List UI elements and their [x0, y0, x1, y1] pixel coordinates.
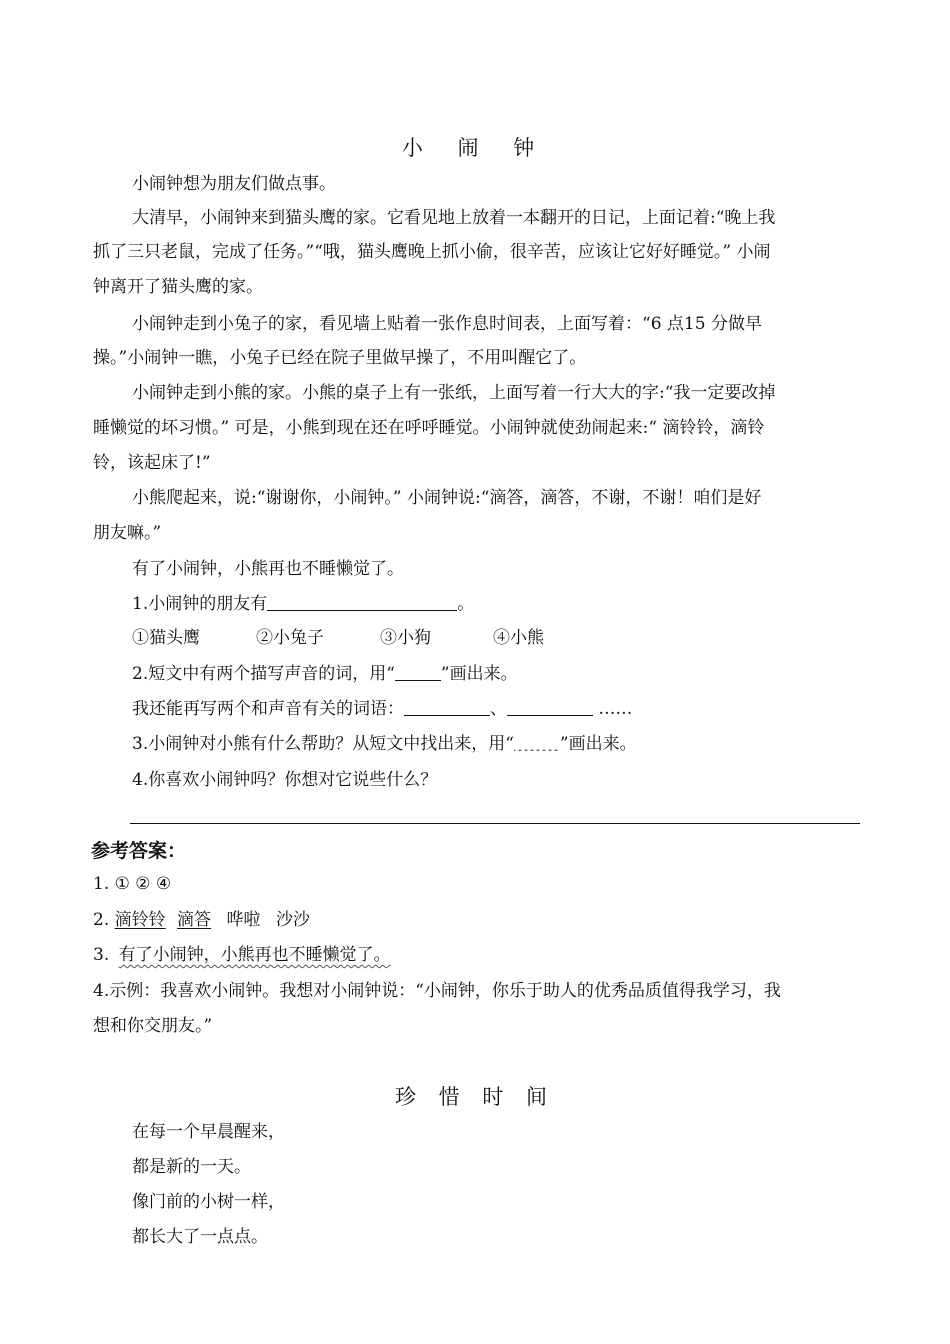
answer-2	[93, 908, 310, 932]
story-line: 朋友嘛。”	[93, 523, 162, 543]
poem-line: 都长大了一点点。	[132, 1227, 268, 1247]
story-line: 铃，该起床了!”	[93, 453, 211, 473]
question-3-text: 3.小闹钟对小熊有什么帮助？从短文中找出来，用“	[132, 734, 514, 754]
story-line: 抓了三只老鼠，完成了任务。”“哦，猫头鹰晚上抓小偷，很辛苦，应该让它好好睡觉。” 小闹	[93, 242, 771, 262]
answer-blank[interactable]	[404, 697, 490, 716]
answer-3-text: 有了小闹钟，小熊再也不睡懒觉了。	[118, 945, 391, 965]
question-1-text: 1.小闹钟的朋友有	[132, 594, 268, 614]
story-line: 小熊爬起来，说:“谢谢你，小闹钟。” 小闹钟说:“滴答，滴答，不谢，不谢！咱们是好	[132, 488, 762, 508]
answer-3	[93, 943, 391, 967]
answers-heading: 参考答案：	[91, 840, 187, 862]
answer-1: 1. ① ② ④	[93, 874, 172, 894]
answer-4-line: 想和你交朋友。”	[93, 1016, 213, 1036]
answer-blank[interactable]	[507, 697, 593, 716]
story-line: 小闹钟走到小熊的家。小熊的桌子上有一张纸，上面写着一行大大的字:“我一定要改掉	[132, 383, 776, 403]
option-rabbit: ②小兔子	[256, 628, 324, 648]
answer-word: 哗啦	[226, 910, 261, 930]
question-3	[132, 732, 637, 756]
poem-line: 都是新的一天。	[132, 1157, 251, 1177]
question-1-options	[132, 626, 544, 650]
question-1	[132, 592, 474, 616]
poem-title: 珍 惜 时 间	[394, 1085, 556, 1109]
answer-word: 滴铃铃	[114, 910, 166, 930]
poem-line: 像门前的小树一样，	[132, 1192, 285, 1212]
question-2-end: ”画出来。	[440, 664, 518, 684]
story-line: 小闹钟走到小兔子的家，看见墙上贴着一张作息时间表，上面写着：“6 点15 分做早	[132, 314, 762, 334]
question-2b-end: ……	[593, 699, 633, 719]
question-2b	[132, 697, 632, 721]
story-line: 有了小闹钟，小熊再也不睡懒觉了。	[132, 559, 404, 579]
question-2b-separator: 、	[490, 699, 507, 719]
answer-blank[interactable]	[267, 592, 457, 611]
story-line: 小闹钟想为朋友们做点事。	[132, 174, 336, 194]
poem-line: 在每一个早晨醒来，	[132, 1122, 285, 1142]
story-line: 操。”小闹钟一瞧，小兔子已经在院子里做早操了，不用叫醒它了。	[93, 348, 587, 368]
story-title: 小 闹 钟	[401, 136, 549, 160]
story-line: 钟离开了猫头鹰的家。	[93, 277, 263, 297]
question-4: 4.你喜欢小闹钟吗？你想对它说些什么？	[132, 770, 438, 790]
question-2b-text: 我还能再写两个和声音有关的词语：	[132, 699, 404, 719]
option-bear: ④小熊	[493, 628, 544, 648]
answer-word: 沙沙	[275, 910, 310, 930]
underline-mark	[395, 662, 441, 681]
answer-word: 滴答	[177, 910, 212, 930]
question-1-end: 。	[457, 594, 475, 614]
question-2	[132, 662, 518, 686]
answer-4-line: 4.示例：我喜欢小闹钟。我想对小闹钟说：“小闹钟，你乐于助人的优秀品质值得我学习，我	[93, 981, 781, 1001]
story-line: 大清早，小闹钟来到猫头鹰的家。它看见地上放着一本翻开的日记，上面记着:“晚上我	[132, 208, 776, 228]
question-2-text: 2.短文中有两个描写声音的词，用“	[132, 664, 395, 684]
answer-2-number: 2.	[93, 910, 110, 930]
wavy-underline-mark	[514, 733, 560, 751]
story-line: 睡懒觉的坏习惯。” 可是，小熊到现在还在呼呼睡觉。小闹钟就使劲闹起来:“ 滴铃铃，滴铃	[93, 418, 765, 438]
answer-3-number: 3.	[93, 945, 110, 965]
answer-line[interactable]	[130, 823, 860, 824]
option-owl: ①猫头鹰	[132, 628, 200, 648]
option-dog: ③小狗	[380, 628, 431, 648]
question-3-end: ”画出来。	[559, 734, 637, 754]
